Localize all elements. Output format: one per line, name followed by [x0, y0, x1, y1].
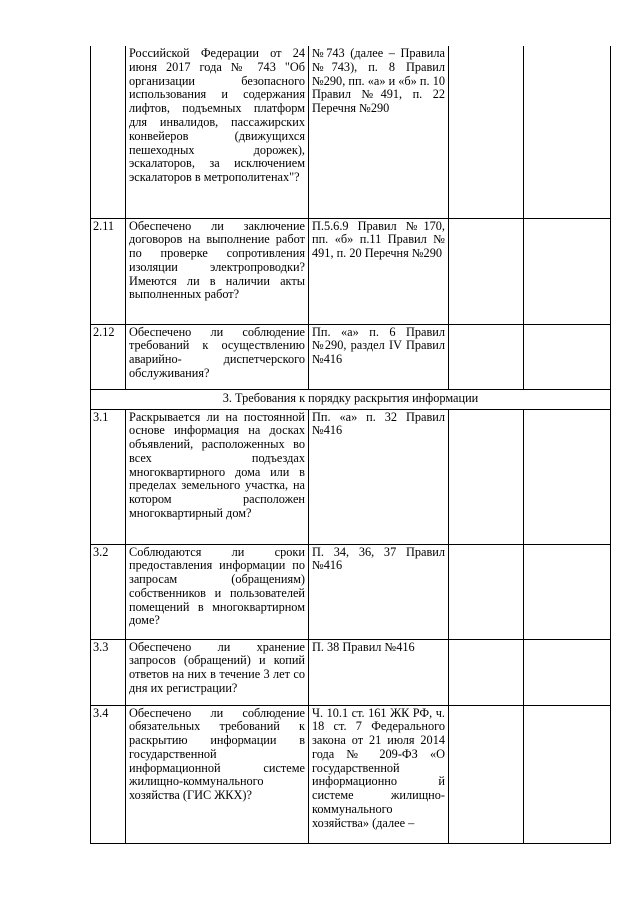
table-row — [91, 46, 611, 218]
row-number: 3.1 — [91, 409, 126, 544]
answer-cell — [449, 544, 524, 639]
row-number: 3.4 — [91, 705, 126, 843]
note-cell — [524, 544, 611, 639]
legal-reference: Ч. 10.1 ст. 161 ЖК РФ, ч. 18 ст. 7 Федерального закона от 21 июля 2014 года № 209-ФЗ «О государственной информационно й системе жилищно-коммунального хозяйства» (далее – — [309, 705, 449, 843]
row-number: 2.11 — [91, 218, 126, 324]
requirement-question: Соблюдаются ли сроки предоставления информации по запросам (обращениям) собственников и пользователей помещений в многоквартирном доме? — [126, 544, 309, 639]
answer-cell — [449, 409, 524, 544]
note-cell — [524, 218, 611, 324]
table-row — [91, 409, 611, 544]
inspection-checklist-table — [90, 46, 611, 844]
table-row — [91, 544, 611, 639]
requirement-question: Обеспечено ли соблюдение обязательных требований к раскрытию информации в государственной информационной системе жилищно-коммунального хозяйства (ГИС ЖКХ)? — [126, 705, 309, 843]
requirement-question: Обеспечено ли хранение запросов (обращений) и копий ответов на них в течение 3 лет со дня их регистрации? — [126, 639, 309, 705]
requirement-question: Обеспечено ли соблюдение требований к осуществлению аварийно- диспетчерского обслуживания? — [126, 324, 309, 389]
row-number: 2.12 — [91, 324, 126, 389]
legal-reference: П. 38 Правил №416 — [309, 639, 449, 705]
requirement-question: Обеспечено ли заключение договоров на выполнение работ по проверке сопротивления изоляции электропроводки? Имеются ли в наличии акты выполненных работ? — [126, 218, 309, 324]
row-number — [91, 46, 126, 218]
legal-reference: Пп. «а» п. 6 Правил №290, раздел IV Правил №416 — [309, 324, 449, 389]
row-number: 3.2 — [91, 544, 126, 639]
answer-cell — [449, 46, 524, 218]
section-header-row — [91, 389, 611, 409]
note-cell — [524, 705, 611, 843]
note-cell — [524, 639, 611, 705]
answer-cell — [449, 639, 524, 705]
row-number: 3.3 — [91, 639, 126, 705]
answer-cell — [449, 218, 524, 324]
requirement-question: Раскрывается ли на постоянной основе информация на досках объявлений, расположенных во всех подъездах многоквартирного дома или в пределах земельного участка, на котором расположен многоквартирный дом? — [126, 409, 309, 544]
table-row — [91, 639, 611, 705]
note-cell — [524, 324, 611, 389]
table-row — [91, 324, 611, 389]
note-cell — [524, 409, 611, 544]
legal-reference: П.5.6.9 Правил №170, пп. «б» п.11 Правил № 491, п. 20 Перечня №290 — [309, 218, 449, 324]
answer-cell — [449, 705, 524, 843]
note-cell — [524, 46, 611, 218]
table-row — [91, 218, 611, 324]
legal-reference: П. 34, 36, 37 Правил №416 — [309, 544, 449, 639]
section-title: 3. Требования к порядку раскрытия информации — [91, 389, 611, 409]
legal-reference: Пп. «а» п. 32 Правил №416 — [309, 409, 449, 544]
requirement-question: Российской Федерации от 24 июня 2017 года № 743 "Об организации безопасного использования и содержания лифтов, подъемных платформ для инвалидов, пассажирских конвейеров (движущихся пешеходных дорожек), эскалаторов, за исключением эскалаторов в метрополитенах"? — [126, 46, 309, 218]
legal-reference: №743 (далее – Правила №743), п. 8 Правил №290, пп. «а» и «б» п. 10 Правил №491, п. 22 Перечня №290 — [309, 46, 449, 218]
answer-cell — [449, 324, 524, 389]
table-row — [91, 705, 611, 843]
